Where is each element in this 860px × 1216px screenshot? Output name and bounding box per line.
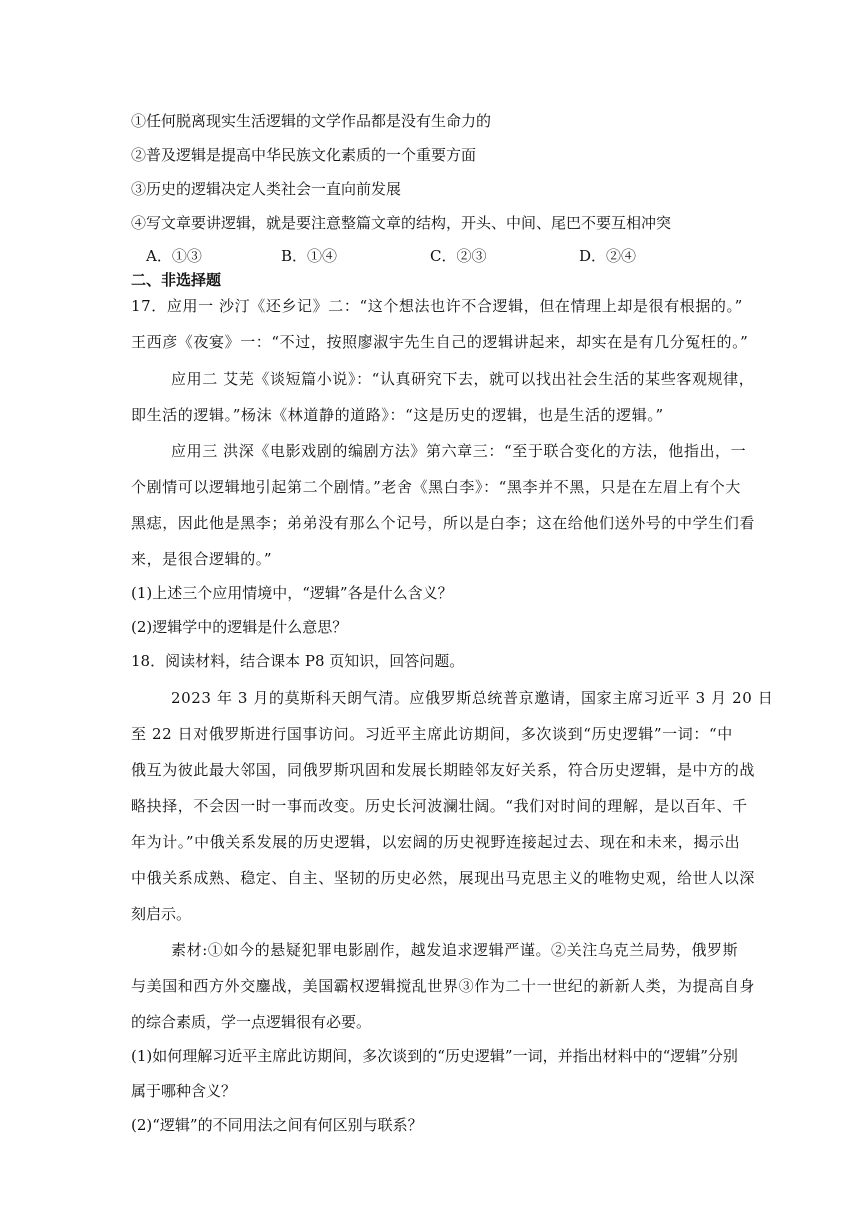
option-b: B．①④: [281, 247, 338, 265]
statement-4: ④写文章要讲逻辑，就是要注意整篇文章的结构，开头、中间、尾巴不要互相冲突: [131, 214, 672, 232]
q17-line-6: 个剧情可以逻辑地引起第二个剧情。”老舍《黑白李》：“黑李并不黑，只是在左眉上有个大: [131, 478, 741, 496]
q17-line-3: 应用二 艾芜《谈短篇小说》：“认真研究下去，就可以找出社会生活的某些客观规律，: [171, 370, 755, 388]
q18-sub1-line-1: (1)如何理解习近平主席此访期间，多次谈到的“历史逻辑”一词，并指出材料中的“逻辑”分别: [131, 1047, 738, 1065]
q17-sub2: (2)逻辑学中的逻辑是什么意思？: [131, 618, 348, 636]
statement-3: ③历史的逻辑决定人类社会一直向前发展: [131, 180, 402, 198]
statement-2: ②普及逻辑是提高中华民族文化素质的一个重要方面: [131, 146, 477, 164]
q17-line-4: 即生活的逻辑。”杨沫《林道静的道路》：“这是历史的逻辑，也是生活的逻辑。”: [131, 406, 664, 424]
q18-sub1-line-2: 属于哪种含义？: [131, 1082, 237, 1100]
q17-line-2: 王西彦《夜宴》一：“不过，按照廖淑宇先生自己的逻辑讲起来，却实在是有几分冤枉的。”: [131, 333, 749, 351]
section-title: 二、非选择题: [131, 271, 222, 289]
q17-line-1: 17．应用一 沙汀《还乡记》二：“这个想法也许不合逻辑，但在情理上却是很有根据的。”: [131, 297, 743, 315]
q18-line-1: 2023 年 3 月的莫斯科天朗气清。应俄罗斯总统普京邀请，国家主席习近平 3 月 20 日: [171, 689, 774, 707]
q18-line-2: 至 22 日对俄罗斯进行国事访问。习近平主席此访期间，多次谈到“历史逻辑”一词：“中: [131, 725, 733, 743]
q18-line-8: 素材:①如今的悬疑犯罪电影剧作，越发追求逻辑严谨。②关注乌克兰局势，俄罗斯: [171, 941, 739, 959]
q18-sub2: (2)“逻辑”的不同用法之间有何区别与联系？: [131, 1116, 423, 1134]
q18-line-10: 的综合素质，学一点逻辑很有必要。: [131, 1013, 372, 1031]
statement-1: ①任何脱离现实生活逻辑的文学作品都是没有生命力的: [131, 112, 492, 130]
q18-line-4: 略抉择，不会因一时一事而改变。历史长河波澜壮阔。“我们对时间的理解，是以百年、千: [131, 797, 748, 815]
q18-line-3: 俄互为彼此最大邻国，同俄罗斯巩固和发展长期睦邻友好关系，符合历史逻辑，是中方的战: [131, 761, 756, 779]
q18-line-7: 刻启示。: [131, 905, 192, 923]
q17-sub1: (1)上述三个应用情境中，“逻辑”各是什么含义？: [131, 584, 453, 602]
q18-line-9: 与美国和西方外交鏖战，美国霸权逻辑搅乱世界③作为二十一世纪的新新人类，为提高自身: [131, 977, 756, 995]
q18-line-5: 年为计。”中俄关系发展的历史逻辑，以宏阔的历史视野连接起过去、现在和未来，揭示出: [131, 833, 741, 851]
q17-line-8: 来，是很合逻辑的。”: [131, 550, 273, 568]
q17-line-7: 黑痣，因此他是黑李；弟弟没有那么个记号，所以是白李；这在给他们送外号的中学生们看: [131, 514, 756, 532]
q18-line-6: 中俄关系成熟、稳定、自主、坚韧的历史必然，展现出马克思主义的唯物史观，给世人以深: [131, 869, 756, 887]
option-d: D．②④: [579, 247, 637, 265]
q18-intro: 18．阅读材料，结合课本 P8 页知识，回答问题。: [131, 652, 465, 670]
q17-line-5: 应用三 洪深《电影戏剧的编剧方法》第六章三：“至于联合变化的方法，他指出，一: [171, 442, 747, 460]
option-c: C．②③: [430, 247, 487, 265]
option-a: A．①③: [146, 247, 202, 265]
